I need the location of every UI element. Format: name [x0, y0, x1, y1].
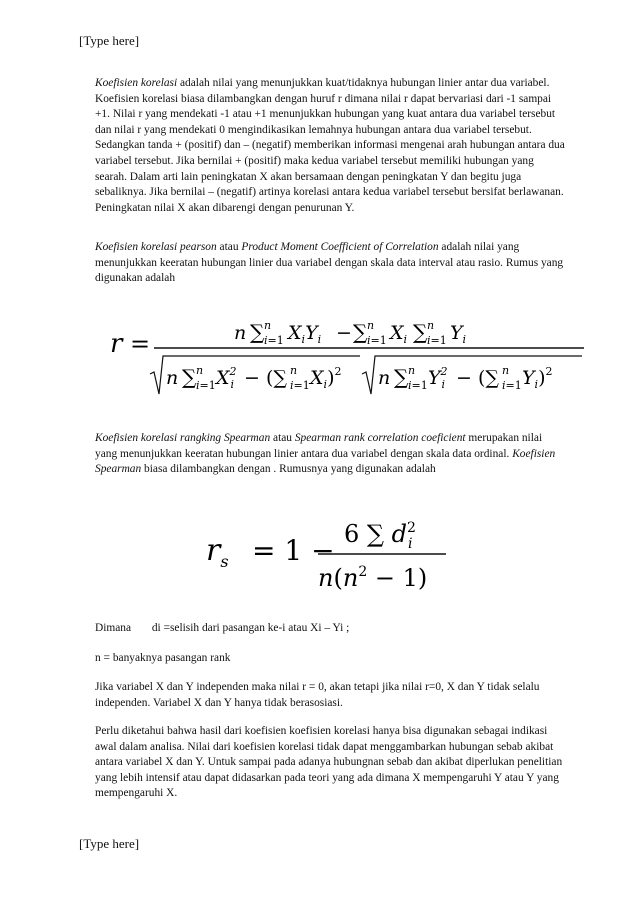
- paragraph-text: adalah nilai yang menunjukkan kuat/tidaknya hubungan linier antar dua variabel. Koefisien korelasi biasa dilambangkan dengan huruf r dimana nilai r dapat bervariasi dari -1 sampai +1. Nilai r yang mendekati -1 atau +1 menunjukkan hubungan yang kuat antara dua variabel tersebut dan nilai r yang mendekati 0 mengindikasikan lemahnya hubungan antara dua variabel tersebut. Sedangkan tanda + (positif) dan – (negatif) memberikan informasi mengenai arah hubungan antara dua variabel tersebut. Jika bernilai + (positif) maka kedua variabel tersebut memiliki hubungan yang searah. Dalam arti lain peningkatan X akan bersamaan dengan peningkatan Y dan begitu juga sebaliknya. Jika bernilai – (negatif) artinya korelasi antara kedua variabel tersebut bersifat berlawanan. Peningkatan nilai X akan dibarengi dengan penurunan Y.: [95, 77, 565, 214]
- paragraph-text: merupakan nilai yang menunjukkan keeratan hubungan linier antara dua variabel dengan skala data ordinal.: [95, 432, 543, 460]
- svg-text:∑: ∑: [353, 320, 368, 344]
- svg-text:= 1 −: = 1 −: [252, 534, 335, 567]
- svg-text:n: n: [502, 364, 510, 377]
- svg-text:n: n: [290, 364, 298, 377]
- svg-text:n: n: [367, 319, 375, 332]
- term-koefisien-korelasi: Koefisien korelasi: [95, 77, 178, 89]
- svg-text:n: n: [166, 367, 179, 389]
- dimana-row: [95, 622, 349, 634]
- paragraph-pearson: [95, 240, 565, 287]
- paragraph-text: adalah nilai yang menunjukkan keeratan hubungan linier dua variabel dengan skala data interval atau rasio. Rumus yang digunakan adalah: [95, 241, 564, 285]
- svg-text:n: n: [378, 367, 391, 389]
- connector-text: atau: [216, 241, 242, 253]
- paragraph-independen: Jika variabel X dan Y independen maka nilai r = 0, akan tetapi jika nilai r=0, X dan Y tidak selalu independen. Variabel X dan Y hanya tidak berasosiasi.: [95, 681, 540, 709]
- svg-text:=: =: [130, 330, 151, 358]
- svg-text:i=1: i=1: [427, 334, 447, 347]
- svg-text:Yi)2: $Y_i)^2$: [522, 365, 553, 391]
- svg-text:∑: ∑: [413, 320, 428, 344]
- paragraph-spearman: [95, 431, 565, 478]
- pearson-formula: [110, 312, 585, 398]
- paragraph-text: biasa dilambangkan dengan . Rumusnya yang digunakan adalah: [141, 463, 436, 476]
- term-koefisien-spearman: Koefisien Spearman: [95, 447, 556, 476]
- paragraph-perlu-diketahui: Perlu diketahui bahwa hasil dari koefisien koefisien korelasi hanya bisa digunakan sebagai indikasi awal dalam analisa. Nilai dari koefisien korelasi tidak dapat menggambarkan hubungan sebab akibat antara variabel X dan Y. Untuk sampai pada adanya hubungnan sebab dan akibat diperlukan penelitian yang lebih intensif atau dapat didasarkan pada teori yang ada dimana X mempengaruhi Y atau Y yang mempengaruhi X.: [95, 725, 563, 800]
- svg-text:i=1: i=1: [264, 334, 284, 347]
- svg-text:Xi: $X_i$: [390, 322, 408, 346]
- svg-text:i=1: i=1: [502, 379, 522, 392]
- spearman-formula: [206, 510, 456, 600]
- dimana-label: Dimana: [95, 622, 132, 634]
- connector-text: atau: [270, 432, 295, 444]
- svg-text:n: n: [427, 319, 435, 332]
- term-product-moment: Product Moment Coefficient of Correlation: [241, 241, 439, 253]
- dimana-text: di =selisih dari pasangan ke-i atau Xi – Yi ;: [151, 622, 350, 634]
- page-header: [Type here]: [79, 33, 140, 48]
- term-spearman: Koefisien korelasi rangking Spearman: [95, 432, 271, 444]
- svg-text:Yi: $Y_i$: [450, 322, 467, 346]
- svg-text:∑: ∑: [394, 365, 409, 389]
- svg-text:∑: ∑: [182, 365, 197, 389]
- term-pearson: Koefisien korelasi pearson: [95, 241, 217, 253]
- svg-text:n: n: [196, 364, 204, 377]
- svg-text:− (∑: − (∑: [456, 367, 499, 389]
- svg-text:X2i: $X^2$ i: [216, 365, 237, 391]
- svg-text:∑: ∑: [250, 320, 265, 344]
- term-spearman-english: Spearman rank correlation coeficient: [294, 432, 466, 444]
- svg-text:n: n: [408, 364, 416, 377]
- svg-text:r: r: [110, 329, 123, 359]
- paragraph-koefisien-korelasi: [95, 76, 565, 216]
- svg-text:i=1: i=1: [408, 379, 428, 392]
- svg-text:XiYi: $X_iY_i$: [288, 322, 322, 346]
- svg-text:i=1: i=1: [196, 379, 216, 392]
- svg-text:Xi)2: $X_i)^2$: [310, 365, 342, 391]
- svg-text:6 ∑ d2i: 6 ∑ $d^2$ i: [344, 520, 416, 552]
- page-footer: [Type here]: [79, 836, 140, 851]
- svg-text:n: n: [234, 322, 247, 344]
- svg-text:i=1: i=1: [290, 379, 310, 392]
- svg-text:n(n2 − 1): $n(n^2 - 1)$: [318, 564, 428, 592]
- svg-text:n: n: [264, 319, 272, 332]
- svg-text:rs: $r_s$: [206, 533, 229, 571]
- svg-text:− (∑: − (∑: [244, 367, 287, 389]
- paragraph-n-definition: n = banyaknya pasangan rank: [95, 652, 231, 664]
- svg-text:−: −: [336, 322, 352, 344]
- svg-text:i=1: i=1: [367, 334, 387, 347]
- svg-text:Y2i: $Y^2$ i: [428, 365, 448, 391]
